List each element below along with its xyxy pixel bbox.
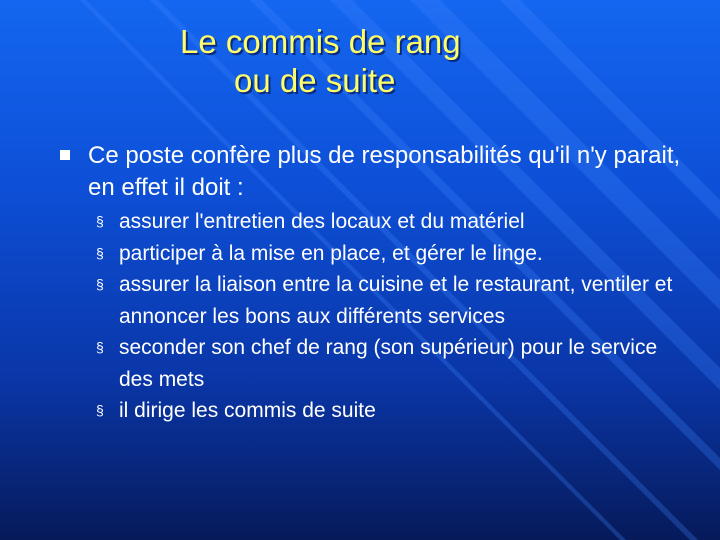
sub-bullet-item <box>96 238 696 270</box>
sub-bullet-item <box>96 395 696 427</box>
sub-bullet-item <box>96 206 696 238</box>
sub-bullet-text: il dirige les commis de suite <box>119 399 376 422</box>
section-sign-bullet-icon: § <box>96 276 104 292</box>
section-sign-bullet-icon: § <box>96 339 104 355</box>
sub-bullet-text: seconder son chef de rang (son supérieur) pour le service des mets <box>119 336 658 391</box>
sub-bullet-text: participer à la mise en place, et gérer le linge. <box>119 241 543 265</box>
section-sign-bullet-icon: § <box>96 402 104 418</box>
sub-bullet-list <box>96 206 696 427</box>
sub-bullet-text: assurer l'entretien des locaux et du matériel <box>119 210 525 233</box>
square-bullet-icon <box>60 150 70 160</box>
section-sign-bullet-icon: § <box>96 244 104 261</box>
sub-bullet-item <box>96 269 696 332</box>
main-bullet-text: Ce poste confère plus de responsabilités qu'il n'y parait, en effet il doit : <box>88 142 681 201</box>
section-sign-bullet-icon: § <box>96 213 104 229</box>
title-line-1: Le commis de rang <box>180 23 461 60</box>
sub-bullet-item <box>96 332 696 395</box>
title-line-2: ou de suite <box>234 62 396 99</box>
sub-bullet-text: assurer la liaison entre la cuisine et le restaurant, ventiler et annoncer les bons aux différents services <box>119 273 673 328</box>
